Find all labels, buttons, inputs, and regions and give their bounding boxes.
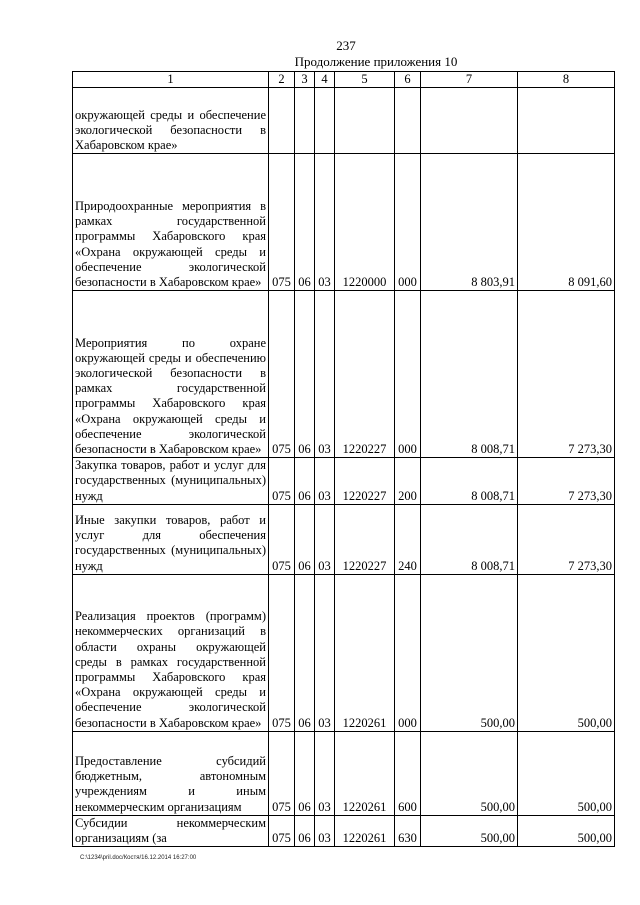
row-name-text: Реализация проектов (программ) некоммерческих организаций в области охраны окружающей среды в рамках государственной программы Хабаровского края «Охрана окружающей среды и обеспечение экологической безопасности в Хабаровском крае»: [75, 609, 266, 730]
row-name-cell: [73, 574, 269, 731]
row-amount-cell: [518, 88, 615, 154]
row-name-cell: [73, 504, 269, 574]
row-amount-cell: 8 008,71: [421, 504, 518, 574]
row-code-cell: [269, 88, 295, 154]
row-subsection-cell: 03: [315, 815, 335, 846]
table-row: [73, 574, 615, 731]
row-subsection-cell: 03: [315, 458, 335, 505]
footer-file-path: C:\1234\pril.doc/Костя/16.12.2014 16:27:00: [80, 855, 197, 861]
row-type-cell: 630: [395, 815, 421, 846]
row-subsection-cell: 03: [315, 574, 335, 731]
row-code-cell: 075: [269, 731, 295, 815]
row-type-cell: 200: [395, 458, 421, 505]
row-type-cell: 240: [395, 504, 421, 574]
row-subsection-cell: [315, 88, 335, 154]
row-code-cell: 075: [269, 154, 295, 291]
row-target-cell: 1220261: [335, 731, 395, 815]
budget-table: [72, 71, 615, 847]
table-row: [73, 458, 615, 505]
header-col-3: 3: [295, 72, 315, 88]
row-type-cell: 000: [395, 154, 421, 291]
row-amount-cell: 8 008,71: [421, 458, 518, 505]
header-col-4: 4: [315, 72, 335, 88]
header-col-5: 5: [335, 72, 395, 88]
table-row: [73, 154, 615, 291]
row-amount-cell: 7 273,30: [518, 458, 615, 505]
header-col-8: 8: [518, 72, 615, 88]
row-name-text: Иные закупки товаров, работ и услуг для обеспечения государственных (муниципальных) нужд: [75, 513, 266, 573]
row-target-cell: 1220261: [335, 815, 395, 846]
row-name-cell: [73, 731, 269, 815]
continuation-heading: Продолжение приложения 10: [294, 54, 458, 69]
table-row: [73, 504, 615, 574]
row-code-cell: 075: [269, 291, 295, 458]
row-target-cell: 1220227: [335, 504, 395, 574]
row-amount-cell: 8 803,91: [421, 154, 518, 291]
row-section-cell: 06: [295, 574, 315, 731]
header-col-1: 1: [73, 72, 269, 88]
row-amount-cell: 500,00: [518, 731, 615, 815]
row-name-cell: [73, 458, 269, 505]
row-amount-cell: 8 091,60: [518, 154, 615, 291]
row-target-cell: 1220227: [335, 291, 395, 458]
row-subsection-cell: 03: [315, 731, 335, 815]
row-type-cell: [395, 88, 421, 154]
row-name-text: Закупка товаров, работ и услуг для государственных (муниципальных) нужд: [75, 458, 266, 503]
table-header-row: [73, 72, 615, 88]
row-subsection-cell: 03: [315, 291, 335, 458]
row-amount-cell: 500,00: [518, 574, 615, 731]
row-amount-cell: 7 273,30: [518, 504, 615, 574]
row-amount-cell: 500,00: [518, 815, 615, 846]
header-col-2: 2: [269, 72, 295, 88]
row-name-text: Субсидии некоммерческим организациям (за: [75, 815, 266, 846]
row-code-cell: 075: [269, 458, 295, 505]
header-col-7: 7: [421, 72, 518, 88]
row-section-cell: 06: [295, 731, 315, 815]
row-amount-cell: 7 273,30: [518, 291, 615, 458]
row-section-cell: [295, 88, 315, 154]
row-name-cell: [73, 815, 269, 846]
row-name-cell: [73, 291, 269, 458]
row-code-cell: 075: [269, 504, 295, 574]
row-amount-cell: 500,00: [421, 574, 518, 731]
row-target-cell: 1220227: [335, 458, 395, 505]
row-section-cell: 06: [295, 291, 315, 458]
row-code-cell: 075: [269, 815, 295, 846]
page-number: 237: [336, 38, 356, 53]
row-name-text: окружающей среды и обеспечение экологической безопасности в Хабаровском крае»: [75, 107, 266, 152]
row-name-text: Предоставление субсидий бюджетным, автономным учреждениям и иным некоммерческим организациям: [75, 754, 266, 814]
row-section-cell: 06: [295, 154, 315, 291]
row-section-cell: 06: [295, 458, 315, 505]
row-subsection-cell: 03: [315, 154, 335, 291]
table-row: [73, 815, 615, 846]
row-type-cell: 600: [395, 731, 421, 815]
row-code-cell: 075: [269, 574, 295, 731]
table-row: [73, 88, 615, 154]
row-type-cell: 000: [395, 291, 421, 458]
row-name-cell: [73, 88, 269, 154]
row-target-cell: 1220000: [335, 154, 395, 291]
row-section-cell: 06: [295, 504, 315, 574]
row-subsection-cell: 03: [315, 504, 335, 574]
row-target-cell: [335, 88, 395, 154]
row-amount-cell: 500,00: [421, 815, 518, 846]
row-amount-cell: 500,00: [421, 731, 518, 815]
header-col-6: 6: [395, 72, 421, 88]
table-row: [73, 291, 615, 458]
table-row: [73, 731, 615, 815]
row-amount-cell: [421, 88, 518, 154]
row-section-cell: 06: [295, 815, 315, 846]
row-name-text: Природоохранные мероприятия в рамках государственной программы Хабаровского края «Охрана окружающей среды и обеспечение экологической безопасности в Хабаровском крае»: [75, 198, 266, 289]
row-amount-cell: 8 008,71: [421, 291, 518, 458]
row-name-cell: [73, 154, 269, 291]
row-name-text: Мероприятия по охране окружающей среды и обеспечению экологической безопасности в рамках государственной программы Хабаровского края «Охрана окружающей среды и обеспечение экологической безопасности в Хабаровском крае»: [75, 335, 266, 456]
row-target-cell: 1220261: [335, 574, 395, 731]
row-type-cell: 000: [395, 574, 421, 731]
